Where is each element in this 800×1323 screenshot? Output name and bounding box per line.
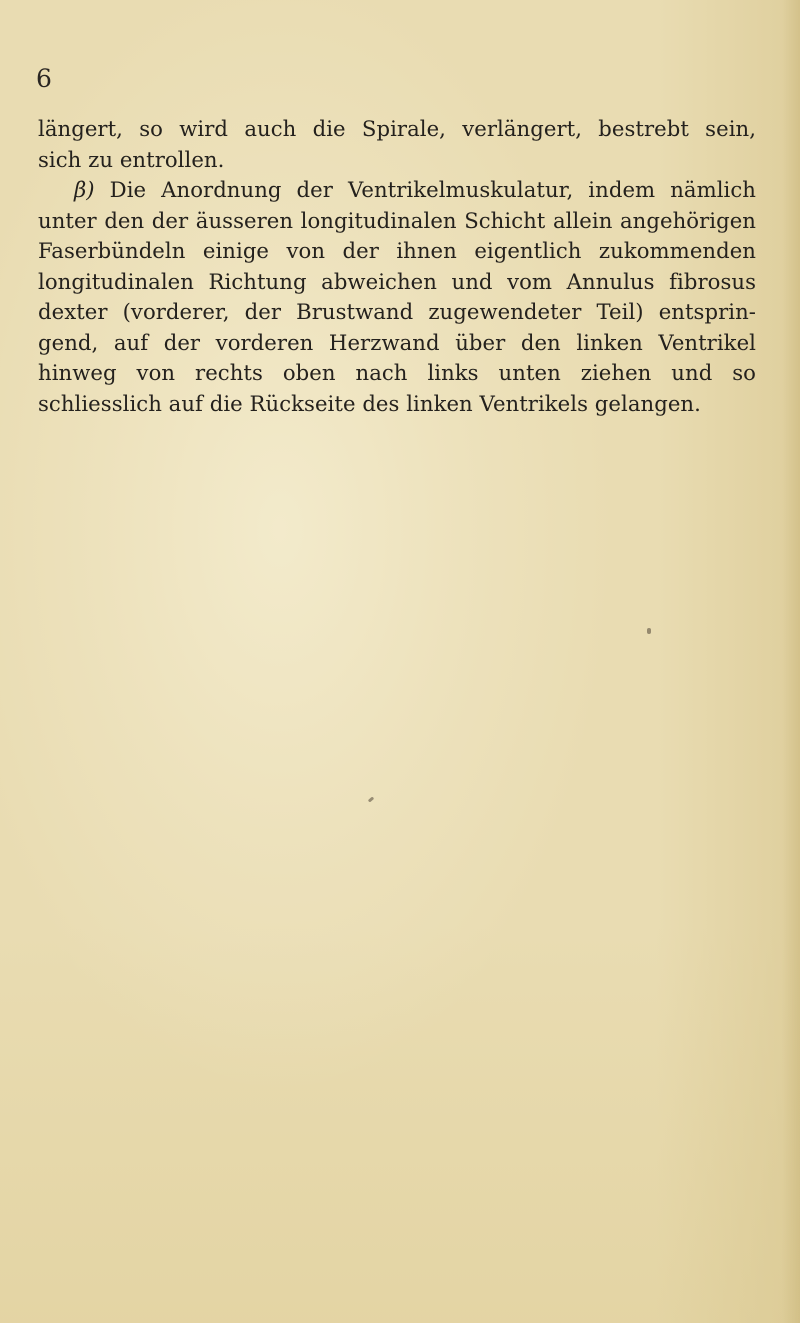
text-line: longitudinalen Richtung abweichen und vom Annulus fibrosus bbox=[38, 268, 756, 294]
text-line: dexter (vorderer, der Brustwand zugewendeter Teil) entsprin- bbox=[38, 299, 756, 324]
text-line: sich zu entrollen. bbox=[38, 146, 225, 172]
text-line: schliesslich auf die Rückseite des linken Ventrikels gelangen. bbox=[38, 390, 701, 416]
text-line: hinweg von rechts oben nach links unten ziehen und so bbox=[38, 360, 756, 385]
page-number: 6 bbox=[36, 64, 52, 93]
text-line: längert, so wird auch die Spirale, verlängert, bestrebt sein, bbox=[38, 116, 756, 141]
page-edge-shadow bbox=[782, 0, 800, 1323]
paper-speck bbox=[368, 796, 375, 802]
text-line: Faserbündeln einige von der ihnen eigentlich zukommenden bbox=[38, 238, 756, 263]
text-line: gend, auf der vorderen Herzwand über den linken Ventrikel bbox=[38, 329, 756, 355]
list-marker-beta: β) bbox=[74, 177, 95, 202]
paragraph-first-line bbox=[38, 175, 756, 206]
text-line: unter den der äusseren longitudinalen Schicht allein angehörigen bbox=[38, 207, 756, 233]
text-line-fragment: Die Anordnung der Ventrikelmuskulatur, indem nämlich bbox=[109, 177, 756, 202]
paper-speck bbox=[647, 628, 651, 634]
body-text bbox=[38, 114, 756, 419]
